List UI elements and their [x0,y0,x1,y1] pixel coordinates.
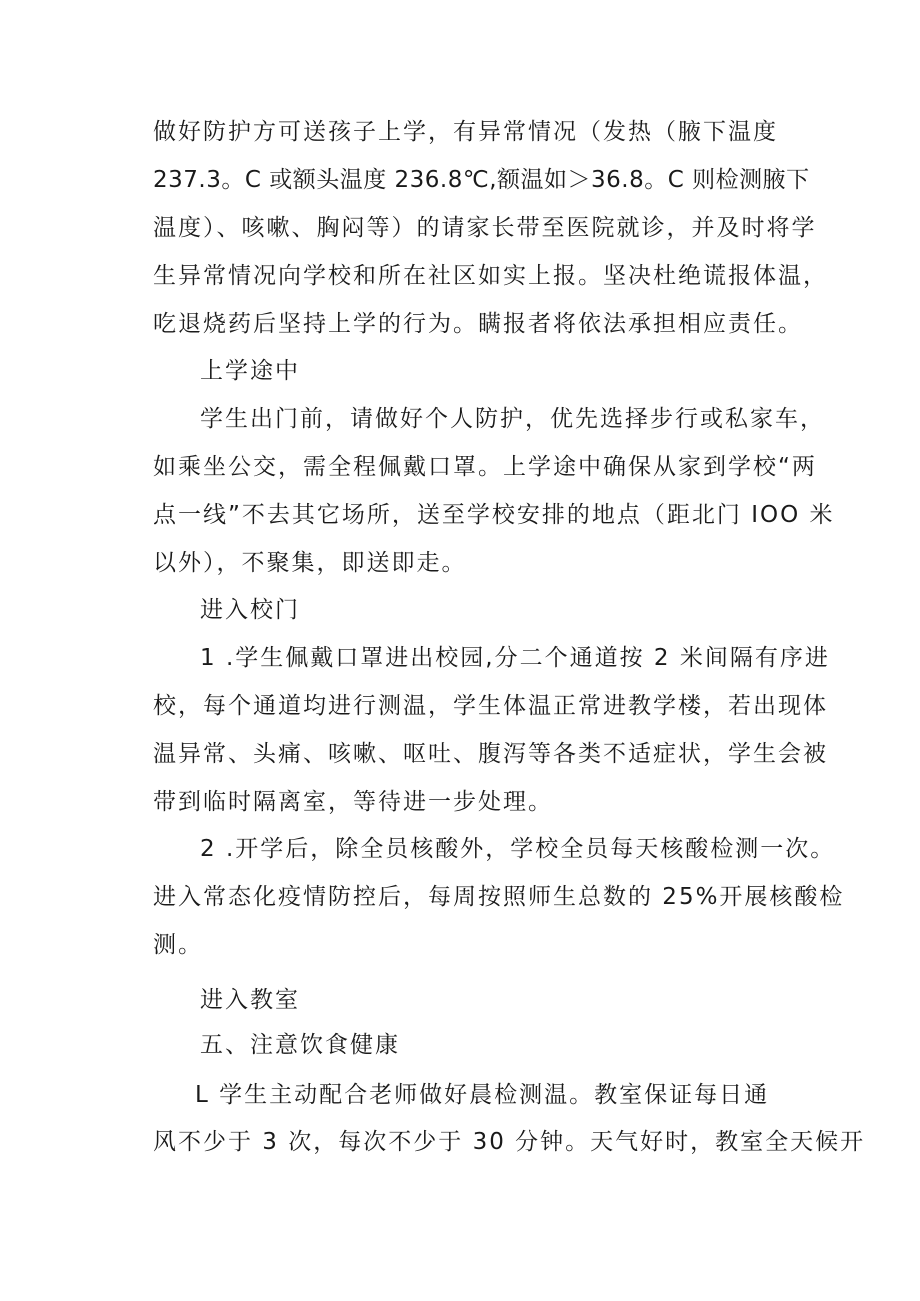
text-line: 风不少于 3 次，每次不少于 30 分钟。天气好时，教室全天候开 [153,1129,866,1155]
text-line: 2 .开学后，除全员核酸外，学校全员每天核酸检测一次。 [200,836,836,862]
text-line: L 学生主动配合老师做好晨检测温。教室保证每日通 [195,1082,770,1108]
text-line: 如乘坐公交，需全程佩戴口罩。上学途中确保从家到学校“两 [153,454,817,480]
text-line: 吃退烧药后坚持上学的行为。瞒报者将依法承担相应责任。 [153,311,803,337]
text-line: 温度）、咳嗽、胸闷等）的请家长带至医院就诊，并及时将学 [153,215,817,241]
text-line: 以外），不聚集，即送即走。 [153,550,467,576]
text-line: 校，每个通道均进行测温，学生体温正常进教学楼，若出现体 [153,693,828,719]
text-line: 点一线”不去其它场所，送至学校安排的地点（距北门 IOO 米 [153,502,835,528]
section-heading: 上学途中 [200,358,300,384]
section-heading: 五、注意饮食健康 [200,1032,400,1058]
text-line: 做好防护方可送孩子上学，有异常情况（发热（腋下温度 [153,119,778,145]
text-line: 温异常、头痛、咳嗽、呕吐、腹泻等各类不适症状，学生会被 [153,741,828,767]
text-line: 测。 [153,932,203,958]
text-line: 生异常情况向学校和所在社区如实上报。坚决杜绝谎报体温， [153,263,828,289]
text-line: 1 .学生佩戴口罩进出校园,分二个通道按 2 米间隔有序进 [200,645,830,671]
text-line: 学生出门前，请做好个人防护，优先选择步行或私家车， [200,406,825,432]
text-line: 237.3。C 或额头温度 236.8℃,额温如＞36.8。C 则检测腋下 [153,167,810,193]
text-line: 带到临时隔离室，等待进一步处理。 [153,789,553,815]
section-heading: 进入教室 [200,987,300,1013]
section-heading: 进入校门 [200,597,300,623]
text-line: 进入常态化疫情防控后，每周按照师生总数的 25%开展核酸检 [153,884,845,910]
